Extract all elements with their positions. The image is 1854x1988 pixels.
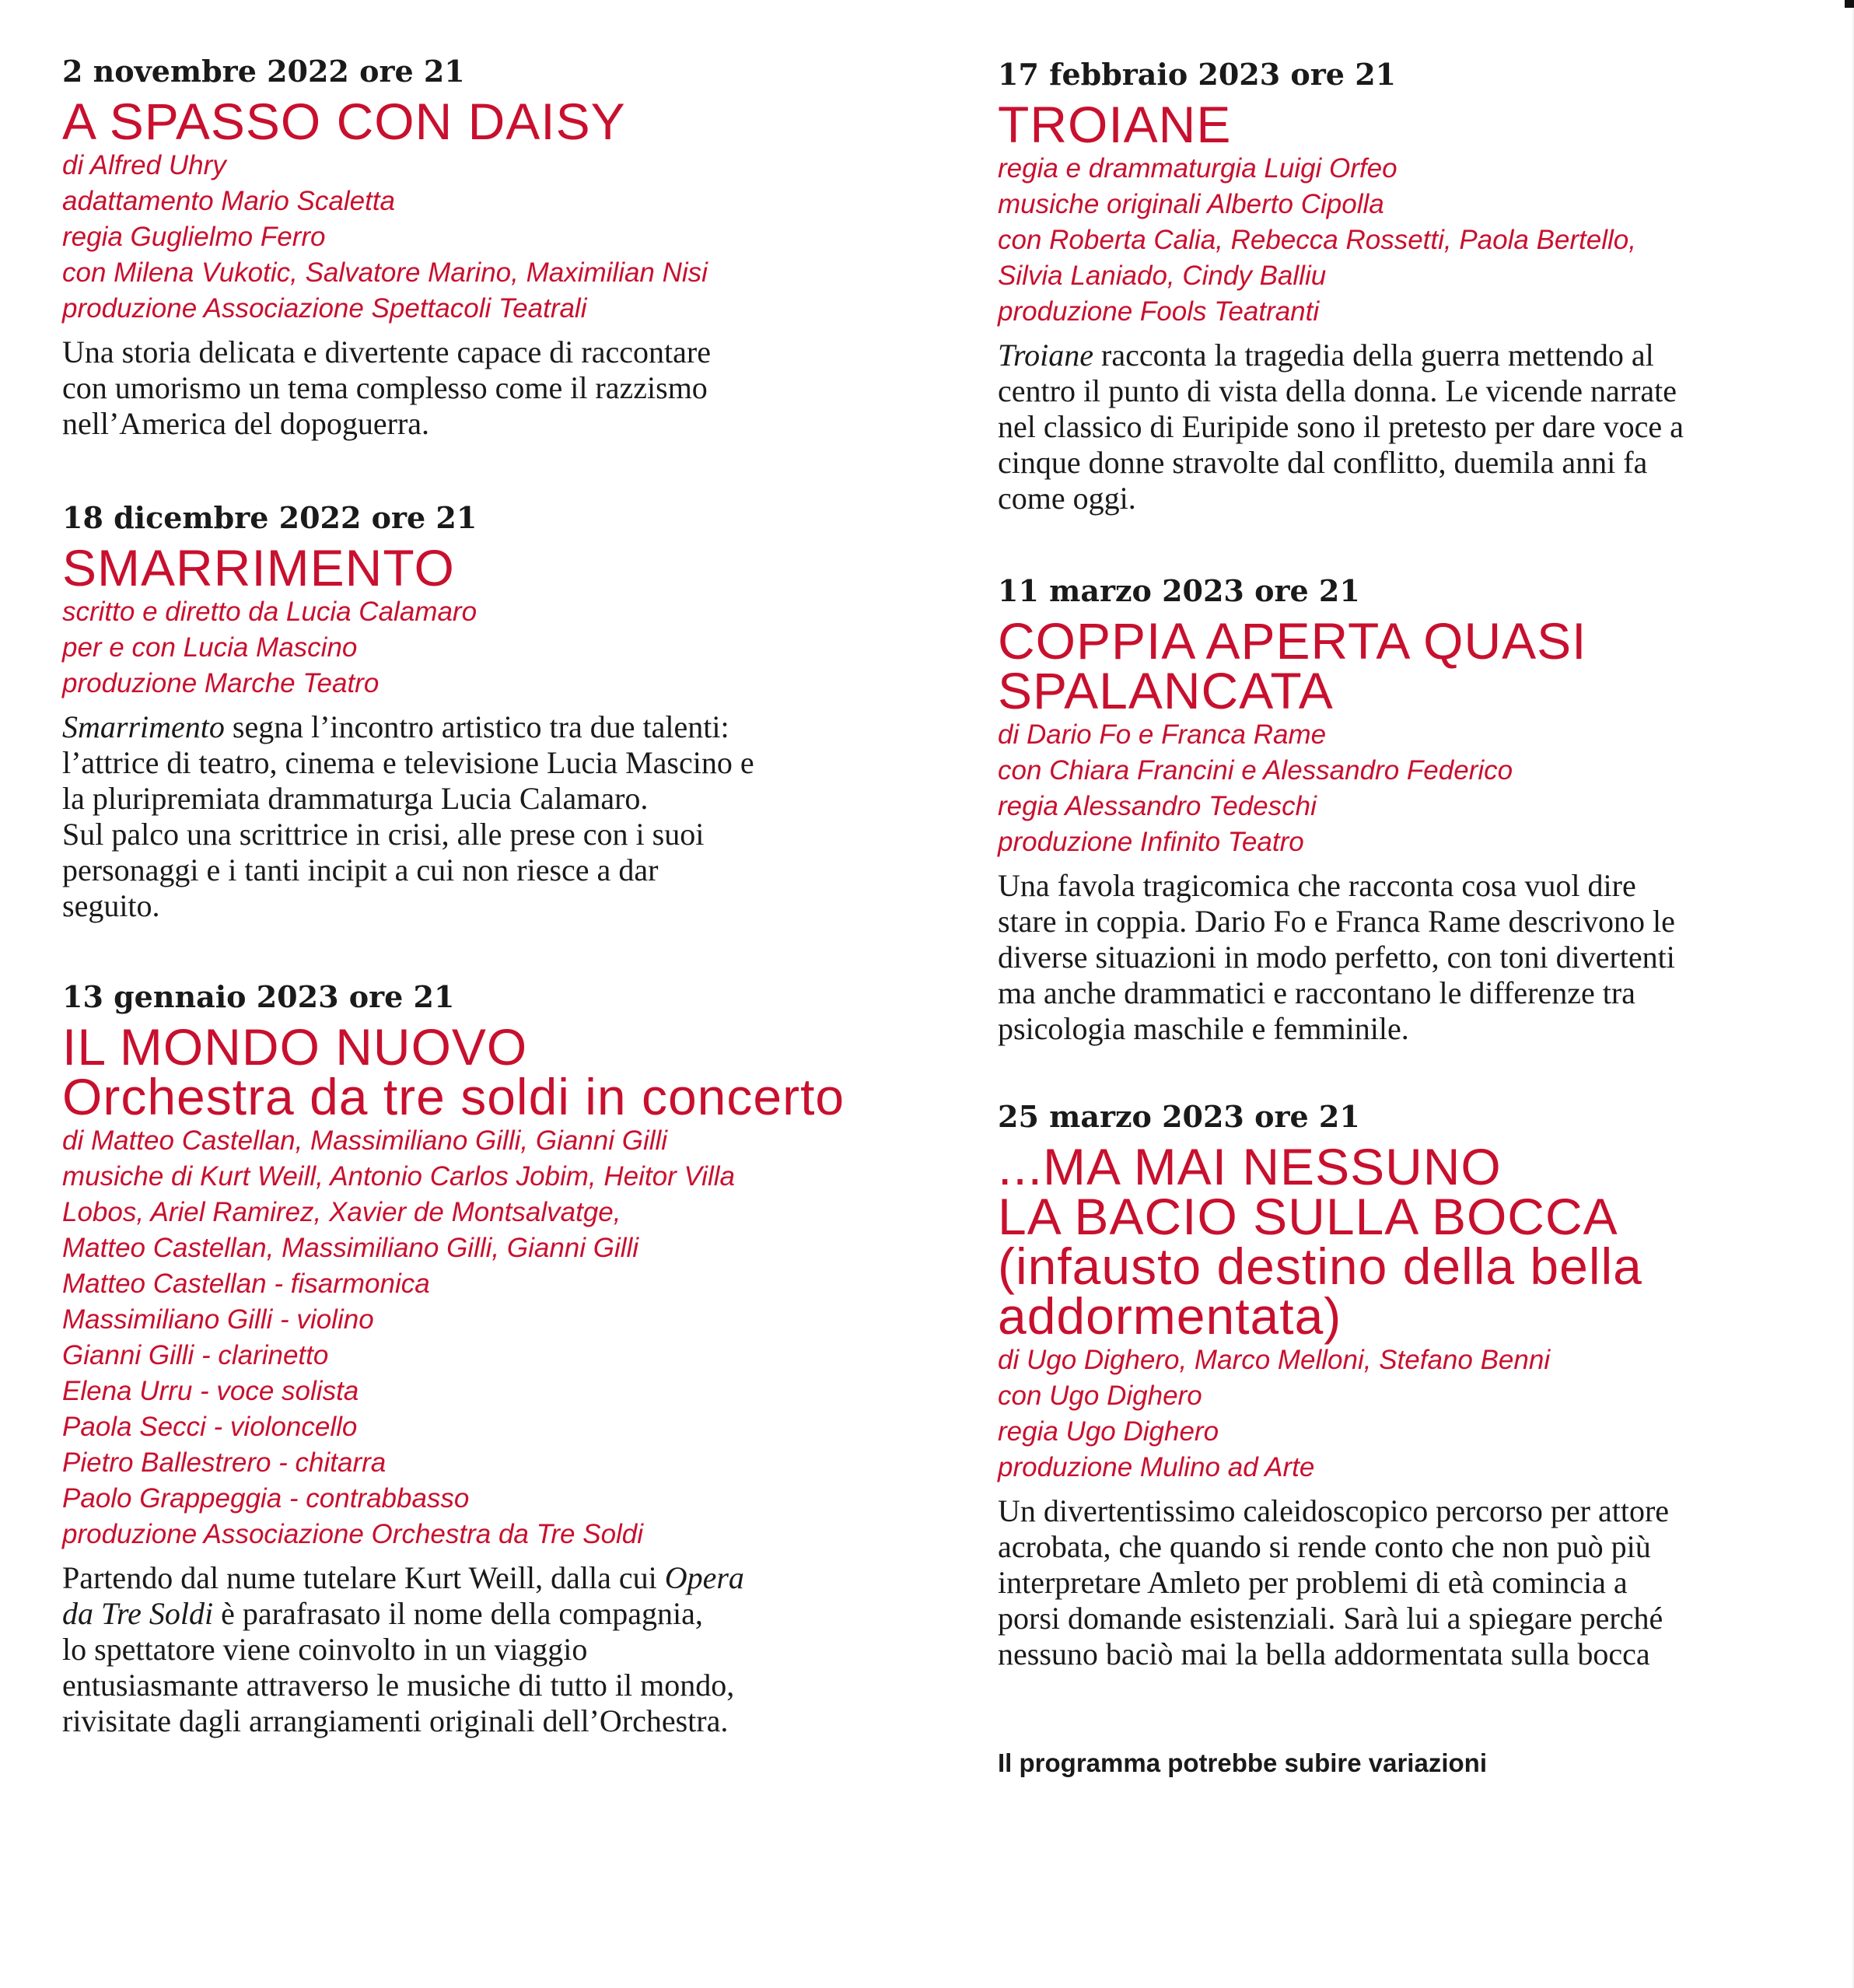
event-title-line: TROIANE <box>998 96 1232 153</box>
credit-line: con Milena Vukotic, Salvatore Marino, Maximilian Nisi <box>62 257 708 288</box>
event-ma-mai-nessuno <box>998 1098 1807 1672</box>
description-line: ma anche drammatici e raccontano le differenze tra <box>998 975 1635 1010</box>
event-date: 2 novembre 2022 ore 21 <box>62 54 465 89</box>
credit-line: produzione Marche Teatro <box>62 668 380 698</box>
corner-mark <box>1845 0 1854 8</box>
event-description <box>998 1493 1807 1672</box>
description-line: centro il punto di vista della donna. Le vicende narrate <box>998 373 1677 408</box>
event-title-line: ...MA MAI NESSUNO <box>998 1138 1502 1195</box>
event-description <box>998 338 1807 516</box>
credit-line: di Ugo Dighero, Marco Melloni, Stefano Benni <box>998 1345 1551 1375</box>
credit-line: di Matteo Castellan, Massimiliano Gilli, Gianni Gilli <box>62 1125 668 1156</box>
credit-line: produzione Mulino ad Arte <box>998 1452 1315 1482</box>
description-line: diverse situazioni in modo perfetto, con toni divertenti <box>998 940 1675 975</box>
credit-line: Lobos, Ariel Ramirez, Xavier de Montsalvatge, <box>62 1197 621 1227</box>
event-title <box>998 612 1807 719</box>
event-title <box>998 96 1807 153</box>
description-line: entusiasmante attraverso le musiche di tutto il mondo, <box>62 1668 735 1703</box>
description-line: con umorismo un tema complesso come il razzismo <box>62 370 708 405</box>
credit-line: regia Guglielmo Ferro <box>62 222 326 252</box>
description-line: porsi domande esistenziali. Sarà lui a spiegare perché <box>998 1601 1663 1636</box>
description-line: la pluripremiata drammaturga Lucia Calamaro. <box>62 781 649 816</box>
credit-line: con Roberta Calia, Rebecca Rossetti, Paola Bertello, <box>998 225 1636 255</box>
description-line: nel classico di Euripide sono il pretesto per dare voce a <box>998 409 1684 444</box>
event-credits <box>62 1123 871 1552</box>
credit-line: produzione Associazione Orchestra da Tre Soldi <box>62 1519 644 1549</box>
description-line: come oggi. <box>998 481 1136 516</box>
credit-line: Elena Urru - voce solista <box>62 1376 359 1406</box>
event-a-spasso-con-daisy <box>62 53 871 442</box>
description-line: Una storia delicata e divertente capace di raccontare <box>62 334 711 369</box>
description-line: interpretare Amleto per problemi di età comincia a <box>998 1565 1628 1600</box>
event-il-mondo-nuovo <box>62 978 871 1739</box>
event-description <box>62 334 871 442</box>
event-date: 17 febbraio 2023 ore 21 <box>998 57 1397 92</box>
credit-line: scritto e diretto da Lucia Calamaro <box>62 597 477 627</box>
credit-line: regia e drammaturgia Luigi Orfeo <box>998 153 1397 184</box>
credit-line: produzione Infinito Teatro <box>998 827 1304 857</box>
credit-line: regia Ugo Dighero <box>998 1416 1219 1447</box>
credit-line: musiche originali Alberto Cipolla <box>998 189 1384 219</box>
credit-line: con Ugo Dighero <box>998 1381 1202 1411</box>
description-line <box>998 338 1807 373</box>
event-date: 11 marzo 2023 ore 21 <box>998 573 1360 608</box>
description-italic-title: Troiane <box>998 338 1093 373</box>
description-text: segna l’incontro artistico tra due talenti: <box>224 709 729 744</box>
credit-line: Silvia Laniado, Cindy Balliu <box>998 261 1327 291</box>
event-title-line: SPALANCATA <box>998 662 1334 719</box>
event-title-line: COPPIA APERTA QUASI <box>998 612 1587 670</box>
credit-line: adattamento Mario Scaletta <box>62 186 396 216</box>
event-title <box>998 1138 1807 1345</box>
event-credits <box>998 717 1807 860</box>
description-line: nessuno baciò mai la bella addormentata sulla bocca <box>998 1636 1650 1671</box>
credit-line: Matteo Castellan, Massimiliano Gilli, Gianni Gilli <box>62 1233 639 1263</box>
description-line: acrobata, che quando si rende conto che non può più <box>998 1529 1651 1564</box>
event-title <box>62 539 871 597</box>
description-line <box>62 1596 871 1632</box>
description-line: stare in coppia. Dario Fo e Franca Rame descrivono le <box>998 904 1675 939</box>
description-italic-title: Smarrimento <box>62 709 225 744</box>
description-line: Una favola tragicomica che racconta cosa vuol dire <box>998 868 1636 903</box>
event-credits <box>998 151 1807 330</box>
event-title-line: (infausto destino della bella <box>998 1237 1642 1295</box>
credit-line: musiche di Kurt Weill, Antonio Carlos Jobim, Heitor Villa <box>62 1161 735 1192</box>
description-italic-title: da Tre Soldi <box>62 1596 214 1631</box>
description-text: racconta la tragedia della guerra mettendo al <box>1093 338 1654 373</box>
event-title <box>62 93 871 150</box>
event-title-line: Orchestra da tre soldi in concerto <box>62 1068 845 1125</box>
description-line <box>62 1560 871 1596</box>
event-description <box>62 1560 871 1739</box>
event-title <box>62 1018 871 1125</box>
event-title-line: addormentata) <box>998 1287 1342 1345</box>
credit-line: per e con Lucia Mascino <box>62 632 358 663</box>
description-line: personaggi e i tanti incipit a cui non riesce a dar <box>62 852 659 887</box>
program-variation-note: Il programma potrebbe subire variazioni <box>998 1748 1487 1777</box>
credit-line: Massimiliano Gilli - violino <box>62 1304 374 1335</box>
description-line: seguito. <box>62 888 160 923</box>
event-credits <box>62 148 871 327</box>
credit-line: Gianni Gilli - clarinetto <box>62 1340 329 1370</box>
event-date: 13 gennaio 2023 ore 21 <box>62 979 455 1014</box>
description-line: l’attrice di teatro, cinema e televisione Lucia Mascino e <box>62 745 754 780</box>
event-title-line: LA BACIO SULLA BOCCA <box>998 1188 1618 1245</box>
credit-line: produzione Fools Teatranti <box>998 296 1320 327</box>
credit-line: produzione Associazione Spettacoli Teatrali <box>62 293 587 324</box>
credit-line: Pietro Ballestrero - chitarra <box>62 1447 387 1478</box>
credit-line: con Chiara Francini e Alessandro Federico <box>998 755 1513 786</box>
description-line: rivisitate dagli arrangiamenti originali dell’Orchestra. <box>62 1703 729 1738</box>
credit-line: di Dario Fo e Franca Rame <box>998 719 1327 750</box>
credit-line: di Alfred Uhry <box>62 150 226 180</box>
credit-line: regia Alessandro Tedeschi <box>998 791 1317 821</box>
credit-line: Paolo Grappeggia - contrabbasso <box>62 1483 470 1514</box>
description-line: nell’America del dopoguerra. <box>62 406 430 441</box>
description-text: Partendo dal nume tutelare Kurt Weill, dalla cui <box>62 1560 665 1595</box>
event-credits <box>62 594 871 702</box>
description-line: cinque donne stravolte dal conflitto, duemila anni fa <box>998 445 1648 480</box>
event-troiane <box>998 56 1807 516</box>
event-date: 25 marzo 2023 ore 21 <box>998 1099 1360 1134</box>
event-date: 18 dicembre 2022 ore 21 <box>62 500 477 535</box>
event-title-line: A SPASSO CON DAISY <box>62 93 626 150</box>
credit-line: Matteo Castellan - fisarmonica <box>62 1269 430 1299</box>
event-description <box>998 868 1807 1047</box>
event-description <box>62 709 871 924</box>
description-line: lo spettatore viene coinvolto in un viaggio <box>62 1632 588 1667</box>
description-line: Un divertentissimo caleidoscopico percorso per attore <box>998 1493 1670 1528</box>
event-credits <box>998 1342 1807 1486</box>
description-line: Sul palco una scrittrice in crisi, alle prese con i suoi <box>62 817 705 852</box>
description-italic-title: Opera <box>664 1560 744 1595</box>
event-coppia-aperta <box>998 572 1807 1047</box>
event-title-line: SMARRIMENTO <box>62 539 455 597</box>
description-line: psicologia maschile e femminile. <box>998 1011 1409 1046</box>
event-smarrimento <box>62 499 871 924</box>
description-text: è parafrasato il nome della compagnia, <box>213 1596 703 1631</box>
credit-line: Paola Secci - violoncello <box>62 1412 358 1442</box>
event-title-line: IL MONDO NUOVO <box>62 1018 528 1076</box>
description-line <box>62 709 871 745</box>
